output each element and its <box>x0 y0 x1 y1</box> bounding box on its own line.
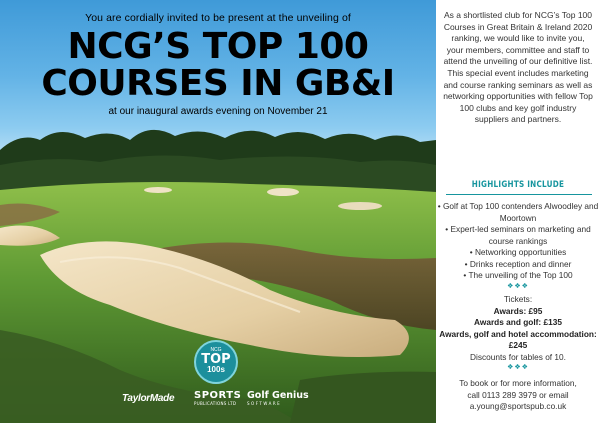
diamond-ornament-icon: ❖❖❖ <box>507 282 529 290</box>
golf-genius-main: Golf Genius <box>247 390 309 401</box>
list-item: • Drinks reception and dinner <box>464 258 572 269</box>
highlights-heading: HIGHLIGHTS INCLUDE <box>471 180 565 190</box>
title-line-1: NCG’S TOP 100 <box>67 26 369 67</box>
highlights-list <box>436 201 600 291</box>
highlights-divider <box>446 194 592 195</box>
tickets-label: Tickets: <box>503 294 533 304</box>
ticket-full-package: Awards, golf and hotel accommodation: £245 <box>439 328 597 350</box>
invite-line: You are cordially invited to be present at the unveiling of <box>85 12 351 24</box>
list-item: • Golf at Top 100 contenders Alwoodley and Moortown <box>437 201 599 223</box>
badge-line-1: NCG <box>210 347 222 353</box>
contact-section <box>436 378 600 413</box>
top100-badge <box>194 340 238 384</box>
list-item: • Expert-led seminars on marketing and course rankings <box>445 224 591 246</box>
contact-email-link[interactable]: a.young@sportspub.co.uk <box>469 401 567 411</box>
contact-line-1: To book or for more information, <box>459 378 577 388</box>
tickets-discount: Discounts for tables of 10. <box>470 351 566 362</box>
intro-paragraph: As a shortlisted club for NCG’s Top 100 Courses in Great Britain & Ireland 2020 ranking, we would like to invite you, your members, committee and staff to attend the unveiling of our definitive list. This special event includes marketing and course ranking seminars as well as networking opportunities with fellow Top 100 clubs and key golf industry suppliers and partners. <box>443 10 593 125</box>
sports-publications-logo <box>194 390 241 406</box>
sports-logo-sub: PUBLICATIONS LTD <box>194 401 237 406</box>
taylormade-logo: TaylorMade <box>122 393 175 404</box>
ticket-awards-golf: Awards and golf: £135 <box>474 317 562 327</box>
evening-line: at our inaugural awards evening on November 21 <box>108 106 328 117</box>
diamond-ornament-icon: ❖❖❖ <box>507 364 529 371</box>
golf-genius-logo <box>247 390 309 406</box>
badge-line-3: 100s <box>207 365 225 374</box>
info-column <box>436 0 600 423</box>
title-line-2: COURSES IN GB&I <box>41 63 395 104</box>
badge-line-2: TOP <box>201 352 231 367</box>
sports-logo-main: SPORTS <box>194 390 242 401</box>
golf-genius-sub: SOFTWARE <box>247 401 282 406</box>
list-item: • Networking opportunities <box>469 247 567 257</box>
list-item: • The unveiling of the Top 100 <box>463 270 573 280</box>
ticket-awards: Awards: £95 <box>493 305 543 316</box>
contact-line-2: call 0113 289 3979 or email <box>467 389 569 400</box>
tickets-section <box>436 294 600 372</box>
